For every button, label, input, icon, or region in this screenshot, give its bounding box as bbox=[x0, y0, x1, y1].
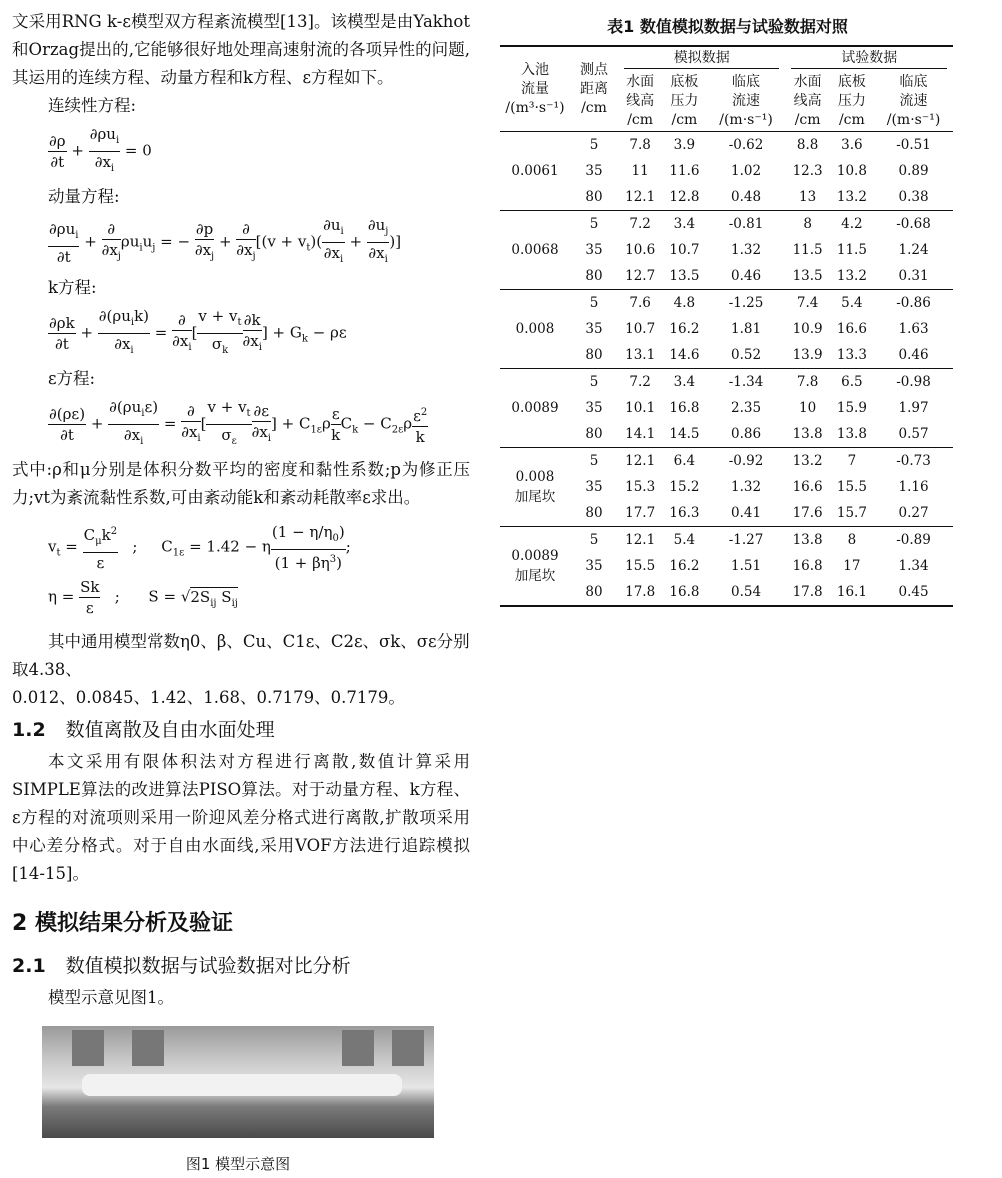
table-cell: 35 bbox=[585, 321, 603, 337]
table-cell: -0.92 bbox=[707, 448, 786, 475]
flow-cell: 0.008 bbox=[500, 290, 570, 369]
table-cell: 12.1 bbox=[618, 527, 662, 554]
table-cell: 0.46 bbox=[898, 347, 929, 363]
table-cell: 16.2 bbox=[669, 321, 700, 337]
table-cell: 7 bbox=[830, 448, 874, 475]
epsilon-equation: $\frac{\partial(\rho\varepsilon)}{\partial t}$ + $\partial(\rho u_i\varepsilon)$ $\partial x_i$ = ∂ $\partial x_i$ [ $\frac{v + v_t}{\sigma_\varepsilon}$ $\frac{\partial\varepsilon}{\partial x_i}$ ] + $C_{1\varepsilon}\rho$ $\frac{\varepsilon}{k}$ $C_k - C_{2\varepsilon}\rho$ $\frac{\varepsilon^2}{k}$ bbox=[49, 398, 428, 447]
table-cell: 1.32 bbox=[730, 242, 762, 258]
table-cell: -0.86 bbox=[874, 290, 953, 317]
continuity-equation: $\frac{\partial\rho}{\partial t}$ + $\partial\rho u_i$ $\partial x_i$ = 0 bbox=[49, 125, 152, 174]
subheader-sim-bottom-velocity: 临底 流速 /(m·s⁻¹) bbox=[707, 71, 786, 132]
table-cell: -0.89 bbox=[874, 527, 953, 554]
table-row bbox=[500, 290, 953, 317]
table-cell: -0.51 bbox=[874, 132, 953, 159]
table-cell: 13.1 bbox=[625, 347, 656, 363]
table-cell: 4.2 bbox=[830, 211, 874, 238]
table-cell: 17.8 bbox=[618, 579, 662, 606]
table-cell: 17 bbox=[843, 558, 861, 574]
continuity-label: 连续性方程: bbox=[48, 96, 137, 115]
table-cell: 3.6 bbox=[830, 132, 874, 159]
table-cell: 7.8 bbox=[618, 132, 662, 159]
table-cell: 16.1 bbox=[830, 579, 874, 606]
table-cell: 35 bbox=[585, 242, 603, 258]
table-cell: 16.8 bbox=[662, 579, 706, 606]
table-cell: 1.24 bbox=[898, 242, 929, 258]
table-cell: 4.8 bbox=[662, 290, 706, 317]
constants-paragraph: 其中通用模型常数η0、β、Cu、C1ε、C2ε、σk、σε分别取4.38、 bbox=[12, 632, 470, 679]
table-cell: 7.2 bbox=[618, 369, 662, 396]
table-row bbox=[500, 132, 953, 159]
table-cell: -1.25 bbox=[707, 290, 786, 317]
model-photo bbox=[42, 1026, 434, 1138]
table-cell: 5.4 bbox=[662, 527, 706, 554]
table-cell: 15.5 bbox=[625, 558, 656, 574]
table-cell: 17.8 bbox=[785, 579, 829, 606]
table-cell: 5 bbox=[570, 369, 618, 396]
table-cell: 10.6 bbox=[625, 242, 656, 258]
table-cell: 12.1 bbox=[618, 448, 662, 475]
table-cell: 80 bbox=[570, 579, 618, 606]
table-cell: 7.8 bbox=[785, 369, 829, 396]
table-cell: 0.31 bbox=[898, 268, 929, 284]
table-cell: 10.7 bbox=[625, 321, 656, 337]
table-cell: 16.6 bbox=[792, 479, 823, 495]
table-cell: 1.63 bbox=[898, 321, 929, 337]
table-cell: 0.41 bbox=[730, 505, 762, 521]
table-cell: 10 bbox=[799, 400, 817, 416]
table-cell: 7.4 bbox=[785, 290, 829, 317]
table-cell: 0.45 bbox=[874, 579, 953, 606]
table-cell: 5 bbox=[570, 527, 618, 554]
table-cell: 12.8 bbox=[669, 189, 700, 205]
section-2-1-paragraph: 模型示意见图1。 bbox=[48, 988, 174, 1007]
table-cell: 16.8 bbox=[792, 558, 823, 574]
table-cell: 13 bbox=[799, 189, 817, 205]
table-cell: 12.3 bbox=[792, 163, 823, 179]
table-cell: 16.3 bbox=[669, 505, 700, 521]
flow-cell: 0.0089 bbox=[500, 369, 570, 448]
k-equation: $\frac{\partial\rho k}{\partial t}$ + $\partial(\rho u_ik)$ $\partial x_i$ = ∂ $\partial x_i$ [ $\frac{v + v_t}{\sigma_k}$ $\frac{\partial k}{\partial x_i}$ ] + $G_k - \rho\varepsilon$ bbox=[49, 307, 347, 356]
table-cell: 80 bbox=[585, 426, 603, 442]
table-cell: 80 bbox=[585, 347, 603, 363]
table-cell: 11.6 bbox=[669, 163, 700, 179]
table-cell: 0.52 bbox=[730, 347, 762, 363]
table-cell: 16.2 bbox=[669, 558, 700, 574]
group-header-experiment: 试验数据 bbox=[785, 46, 953, 71]
table-cell: 80 bbox=[585, 189, 603, 205]
table-cell: 8 bbox=[785, 211, 829, 238]
section-2-1-heading: 2.1 数值模拟数据与试验数据对比分析 bbox=[12, 955, 351, 977]
table-cell: -0.81 bbox=[707, 211, 786, 238]
table-cell: 1.16 bbox=[898, 479, 929, 495]
table-cell: 13.8 bbox=[785, 527, 829, 554]
table-cell: 0.38 bbox=[898, 189, 929, 205]
table-cell: 0.46 bbox=[730, 268, 762, 284]
table-cell: 15.3 bbox=[625, 479, 656, 495]
table-cell: 13.5 bbox=[792, 268, 823, 284]
subheader-exp-water-level: 水面 线高 /cm bbox=[785, 71, 829, 132]
table-cell: 0.86 bbox=[730, 426, 762, 442]
table-cell: 5 bbox=[570, 290, 618, 317]
table-cell: 7.2 bbox=[618, 211, 662, 238]
section-1-2-paragraph: 本文采用有限体积法对方程进行离散,数值计算采用SIMPLE算法的改进算法PISO算法。对于动量方程、k方程、ε方程的对流项则采用一阶迎风差分格式进行离散,扩散项采用中心差分格式。对于自由水面线,采用VOF方法进行追踪模拟[14-15]。 bbox=[12, 752, 470, 883]
subheader-sim-bottom-pressure: 底板 压力 /cm bbox=[662, 71, 706, 132]
data-table bbox=[500, 45, 953, 607]
table-cell: 80 bbox=[585, 505, 603, 521]
table-cell: 35 bbox=[585, 479, 603, 495]
table-cell: 5.4 bbox=[830, 290, 874, 317]
table-cell: 1.51 bbox=[730, 558, 762, 574]
table-row bbox=[500, 448, 953, 475]
table-cell: 0.89 bbox=[898, 163, 929, 179]
table-cell: 6.4 bbox=[662, 448, 706, 475]
table-cell: 1.34 bbox=[898, 558, 929, 574]
table-cell: -1.27 bbox=[707, 527, 786, 554]
table-cell: 0.54 bbox=[707, 579, 786, 606]
figure-caption: 图1 模型示意图 bbox=[185, 1155, 291, 1173]
table-cell: 1.32 bbox=[730, 479, 762, 495]
table-cell: 2.35 bbox=[730, 400, 762, 416]
table-cell: 8.8 bbox=[785, 132, 829, 159]
table-cell: 0.27 bbox=[898, 505, 929, 521]
table-cell: 10.8 bbox=[836, 163, 867, 179]
table-cell: 35 bbox=[585, 400, 603, 416]
table-cell: 14.6 bbox=[669, 347, 700, 363]
table-cell: 3.9 bbox=[662, 132, 706, 159]
k-equation-label: k方程: bbox=[48, 278, 97, 297]
table-cell: 3.4 bbox=[662, 211, 706, 238]
table-cell: 35 bbox=[585, 558, 603, 574]
table-row bbox=[500, 211, 953, 238]
col-header-distance: 测点 距离 /cm bbox=[570, 46, 618, 132]
group-header-simulation: 模拟数据 bbox=[618, 46, 785, 71]
table-cell: 11 bbox=[631, 163, 649, 179]
table-cell: -0.62 bbox=[707, 132, 786, 159]
table-cell: 6.5 bbox=[830, 369, 874, 396]
subheader-sim-water-level: 水面 线高 /cm bbox=[618, 71, 662, 132]
flow-cell: 0.0061 bbox=[500, 132, 570, 211]
subheader-exp-bottom-pressure: 底板 压力 /cm bbox=[830, 71, 874, 132]
turbulent-viscosity-equation: $v_t$ = $C_\mu k^2$ ε ; $C_{1\varepsilon} = 1.42 - \eta$ $\frac{(1 - \eta/\eta_0)}{(1 + \beta\eta^3)}$ ; bbox=[48, 523, 351, 572]
flow-cell: 0.0068 bbox=[500, 211, 570, 290]
table-cell: 10.1 bbox=[625, 400, 656, 416]
table-cell: 1.02 bbox=[730, 163, 762, 179]
table-cell: 15.5 bbox=[836, 479, 867, 495]
momentum-equation: $\partial\rho u_i$ ∂t + ∂ $\partial x_j$ $\rho u_iu_j$ = − $\frac{\partial p}{\partial x_j}$ + ∂ $\partial x_j$ [$(v + v_t)$( $\frac{\partial u_i}{\partial x_i}$ + $\frac{\partial u_j}{\partial x_i}$ )] bbox=[49, 216, 402, 266]
constants-values: 0.012、0.0845、1.42、1.68、0.7179、0.7179。 bbox=[12, 688, 405, 707]
table-cell: 16.8 bbox=[669, 400, 700, 416]
table-cell: 12.7 bbox=[625, 268, 656, 284]
subheader-exp-bottom-velocity: 临底 流速 /(m·s⁻¹) bbox=[874, 71, 953, 132]
table-cell: 0.57 bbox=[898, 426, 929, 442]
table-cell: 7.6 bbox=[618, 290, 662, 317]
table-cell: -0.68 bbox=[874, 211, 953, 238]
table-cell: -0.73 bbox=[874, 448, 953, 475]
table-cell: 17.6 bbox=[792, 505, 823, 521]
table-cell: 13.5 bbox=[669, 268, 700, 284]
right-column bbox=[500, 8, 955, 607]
table-cell: 15.9 bbox=[836, 400, 867, 416]
where-paragraph: 式中:ρ和μ分别是体积分数平均的密度和黏性系数;p为修正压力;vt为紊流黏性系数,可由紊动能k和紊动耗散率ε求出。 bbox=[12, 460, 470, 507]
table-cell: -1.34 bbox=[707, 369, 786, 396]
table-cell: 5 bbox=[570, 132, 618, 159]
table-cell: -0.98 bbox=[874, 369, 953, 396]
table-cell: 12.1 bbox=[625, 189, 656, 205]
table-cell: 10.7 bbox=[669, 242, 700, 258]
table-cell: 14.1 bbox=[625, 426, 656, 442]
table-cell: 13.2 bbox=[785, 448, 829, 475]
table-cell: 16.6 bbox=[836, 321, 867, 337]
table-title: 表1 数值模拟数据与试验数据对照 bbox=[607, 17, 848, 36]
table-cell: 11.5 bbox=[792, 242, 823, 258]
table-cell: 10.9 bbox=[792, 321, 823, 337]
flow-cell: 0.0089 加尾坎 bbox=[500, 527, 570, 607]
table-cell: 13.2 bbox=[836, 268, 867, 284]
table-row bbox=[500, 369, 953, 396]
col-header-flow: 入池 流量 /(m³·s⁻¹) bbox=[500, 46, 570, 132]
momentum-label: 动量方程: bbox=[48, 187, 120, 206]
table-cell: 13.9 bbox=[792, 347, 823, 363]
section-2-heading: 2 模拟结果分析及验证 bbox=[12, 911, 233, 936]
left-column bbox=[12, 8, 470, 1178]
intro-paragraph: 文采用RNG k-ε模型双方程紊流模型[13]。该模型是由Yakhot和Orzag提出的,它能够很好地处理高速射流的各项异性的问题,其运用的连续方程、动量方程和k方程、ε方程如下。 bbox=[12, 12, 470, 87]
section-1-2-heading: 1.2 数值离散及自由水面处理 bbox=[12, 719, 275, 741]
table-cell: 1.97 bbox=[898, 400, 929, 416]
table-cell: 5 bbox=[570, 211, 618, 238]
table-cell: 3.4 bbox=[662, 369, 706, 396]
table-cell: 13.8 bbox=[836, 426, 867, 442]
table-cell: 14.5 bbox=[669, 426, 700, 442]
flow-cell: 0.008 加尾坎 bbox=[500, 448, 570, 527]
table-cell: 17.7 bbox=[625, 505, 656, 521]
eta-equation: η = $\frac{Sk}{\varepsilon}$ ; $S = √2S_{ij}$ $S_{ij}$ bbox=[48, 578, 238, 617]
table-cell: 15.2 bbox=[669, 479, 700, 495]
table-cell: 13.8 bbox=[792, 426, 823, 442]
table-cell: 13.2 bbox=[836, 189, 867, 205]
table-cell: 35 bbox=[585, 163, 603, 179]
table-cell: 11.5 bbox=[836, 242, 867, 258]
table-cell: 13.3 bbox=[836, 347, 867, 363]
table-cell: 0.48 bbox=[730, 189, 762, 205]
table-cell: 5 bbox=[570, 448, 618, 475]
epsilon-equation-label: ε方程: bbox=[48, 369, 96, 388]
table-cell: 8 bbox=[830, 527, 874, 554]
table-row bbox=[500, 527, 953, 554]
table-cell: 1.81 bbox=[730, 321, 762, 337]
table-cell: 15.7 bbox=[836, 505, 867, 521]
table-cell: 80 bbox=[585, 268, 603, 284]
